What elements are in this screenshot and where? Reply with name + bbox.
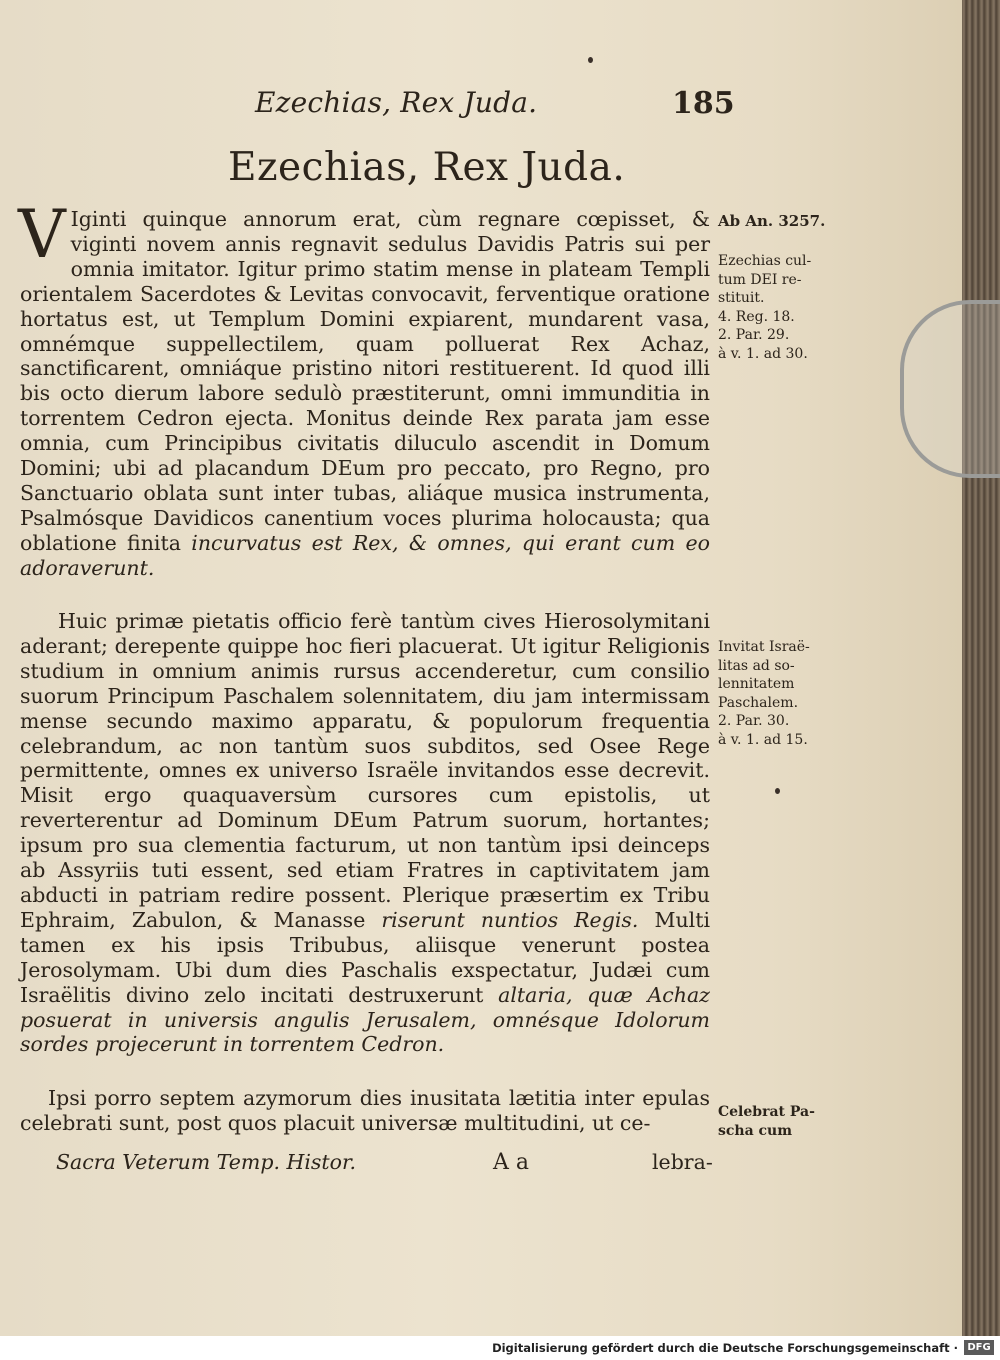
page-number: 185 [672,86,735,121]
page-stack-edge [962,0,1000,1336]
digitization-footer [0,1336,1000,1360]
paragraph-2-text-a: Huic primæ pietatis officio ferè tantùm cives Hierosolymitani aderant; derepente quippe hoc fieri placuerat. Ut igitur Religionis studium in omnium animis rursus accenderetur, cum consilio suorum Principum Paschalem solennitatem, diu jam intermissam mense secundo maximo apparatu, & populorum frequentia celebrandum, ac non tantùm suos subditos, sed Osee Rege permittente, omnes ex universo Israële invitandos esse decrevit. Misit ergo quaquaversùm cursores cum epistolis, ut reverterentur ad Dominum DEum Patrum suorum, hortantes; ipsum pro sua clementia facturum, ut non tantùm ipsi deinceps ab Assyriis tuti essent, sed etiam Fratres in captivitatem jam abducti in patriam redire possent. Plerique præsertim ex Tribu Ephraim, Zabulon, & Manasse [20,609,710,932]
drop-cap: V [18,196,66,273]
paragraph-2-quote-b: altaria, quæ Achaz posuerat in universis angulis Jerusalem, omnésque Idolorum sordes projecerunt in torrentem Cedron. [20,982,710,1057]
dfg-logo-icon: DFG [964,1340,994,1355]
paragraph-1-text: Iginti quinque annorum erat, cùm regnare cœpisset, & viginti novem annis regnavit sedulus Davidis Patris sui per omnia imitator. Igitur primo statim mense in plateam Templi orientalem Sacerdotes & Levitas convocavit, ferventique oratione hortatus est, ut Templum Domini expiarent, mundarent vasa, omnémque suppellectilem, quam polluerat Rex Achaz, sanctificarent, omniáque pristino nitori restituerent. Id quod illi bis octo dierum labore sedulò præstiterunt, omni immunditia in torrentem Cedron ejecta. Monitus deinde Rex parata jam esse omnia, cum Principibus civitatis diluculo ascendit in Domum Domini; ubi ad placandum DEum pro peccato, pro Regno, pro Sanctuario oblata sunt inter tubas, aliáque musica instrumenta, Psalmósque Davidicos canentium voces plurima holocausta; qua oblatione finita [20,207,710,555]
ink-speck [775,788,780,794]
paragraph-2-quote-a: riserunt nuntios Regis. [381,907,639,932]
margin-note-line: lennitatem [718,676,795,693]
margin-note-line: 2. Par. 29. [718,327,790,344]
paragraph-1 [18,196,710,581]
paragraph-1-quote: incurvatus est Rex, & omnes, qui erant cum eo adoraverunt. [20,530,710,580]
paragraph-3: Ipsi porro septem azymorum dies inusitata lætitia inter epulas celebrati sunt, post quos placuit universæ multitudini, ut ce- [20,1086,710,1135]
catchword: lebra- [652,1150,713,1174]
margin-note-line: Invitat Israë- [718,639,810,655]
margin-note-line: tum DEI re- [718,271,802,288]
margin-note-line: 4. Reg. 18. [718,308,795,325]
ink-speck [588,57,593,63]
running-head: Ezechias, Rex Juda. [255,86,538,119]
margin-note-line: 2. Par. 30. [718,713,790,730]
page-clip [900,300,1000,478]
margin-note-year [718,212,846,231]
margin-note-invites-israelites [718,638,846,750]
chapter-title: Ezechias, Rex Juda. [228,145,626,190]
margin-note-line: stituit. [718,290,765,307]
paragraph-2 [20,609,710,1057]
margin-note-restores-worship [718,252,846,364]
margin-note-line: scha cum [718,1122,793,1139]
margin-note-celebrates-pasch [718,1103,846,1140]
margin-note-line: Ab An. 3257. [718,212,826,230]
margin-note-line: Paschalem. [718,694,799,711]
paragraph-2-text-b: Multi tamen ex his ipsis Tribubus, aliisque venerunt postea Jerosolymam. Ubi dum dies Paschalis exspectatur, Judæi cum Israëlitis divino zelo incitati destruxerunt [20,907,710,1007]
margin-note-line: litas ad so- [718,657,795,674]
gathering-signature: A a [493,1150,529,1175]
margin-note-line: à v. 1. ad 15. [718,731,808,748]
funding-credit: Digitalisierung gefördert durch die Deutsche Forschungsgemeinschaft · [492,1341,958,1355]
margin-note-line: à v. 1. ad 30. [718,345,808,362]
footer-work-title: Sacra Veterum Temp. Histor. [56,1150,357,1174]
margin-note-line: Ezechias cul- [718,253,812,269]
margin-note-line: Celebrat Pa- [718,1104,815,1120]
